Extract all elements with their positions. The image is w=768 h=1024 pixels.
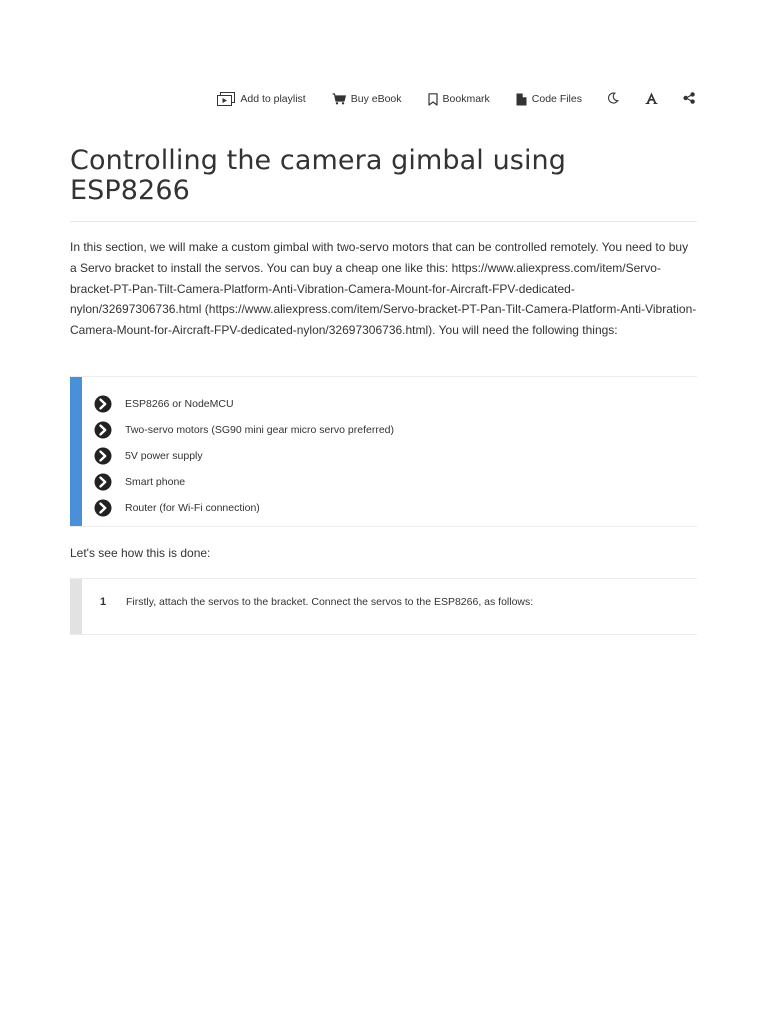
code-files-button[interactable] [516,93,582,106]
step-item [100,596,533,608]
step-bar [70,579,82,634]
required-items-box [70,376,697,527]
file-icon [516,93,527,106]
title-divider [70,221,697,222]
add-to-playlist-button[interactable] [217,92,305,106]
cart-icon [332,93,346,105]
intro-paragraph: In this section, we will make a custom gimbal with two-servo motors that can be controlled remotely. You need to buy a Servo bracket to install the servos. You can buy a cheap one like this: https://www.aliexpress.com/item/Servo-bracket-PT-Pan-Tilt-Camera-Platform-Anti-Vibration-Camera-Mount-for-Aircraft-FPV-dedicated-nylon/32697306736.html (https://www.aliexpress.com/item/Servo-bracket-PT-Pan-Tilt-Camera-Platform-Anti-Vibration-Camera-Mount-for-Aircraft-FPV-dedicated-nylon/32697306736.html). You will need the following things: [70,240,697,338]
font-settings-button[interactable] [642,90,660,108]
buy-ebook-button[interactable] [332,93,402,105]
step-number: 1 [100,596,107,608]
steps-box [70,578,697,635]
list-item [94,391,394,417]
add-to-playlist-label: Add to playlist [240,93,306,105]
list-item-text: Router (for Wi-Fi connection) [125,502,260,514]
buy-ebook-label: Buy eBook [350,93,402,105]
dark-mode-toggle[interactable] [604,90,622,108]
step-text: Firstly, attach the servos to the bracket. Connect the servos to the ESP8266, as follows: [126,596,534,608]
accent-bar [70,377,82,526]
page-title: Controlling the camera gimbal using ESP8266 [70,145,566,206]
chevron-circle-right-icon [94,473,112,491]
share-button[interactable] [680,90,698,108]
font-icon [645,92,658,107]
list-item [94,495,394,521]
required-items-list [94,391,394,521]
list-item-text: Two-servo motors (SG90 mini gear micro servo preferred) [125,424,394,436]
followup-text: Let's see how this is done: [70,546,211,560]
playlist-icon [217,92,235,106]
share-icon [683,92,695,107]
list-item [94,469,394,495]
bookmark-button[interactable] [428,93,490,106]
bookmark-icon [428,93,438,106]
bookmark-label: Bookmark [442,93,490,105]
list-item-text: Smart phone [125,476,186,488]
chevron-circle-right-icon [94,395,112,413]
moon-icon [607,92,619,107]
chevron-circle-right-icon [94,421,112,439]
chevron-circle-right-icon [94,499,112,517]
chevron-circle-right-icon [94,447,112,465]
list-item [94,417,394,443]
list-item [94,443,394,469]
list-item-text: ESP8266 or NodeMCU [125,398,234,410]
article-toolbar [0,88,698,110]
code-files-label: Code Files [531,93,582,105]
list-item-text: 5V power supply [125,450,203,462]
